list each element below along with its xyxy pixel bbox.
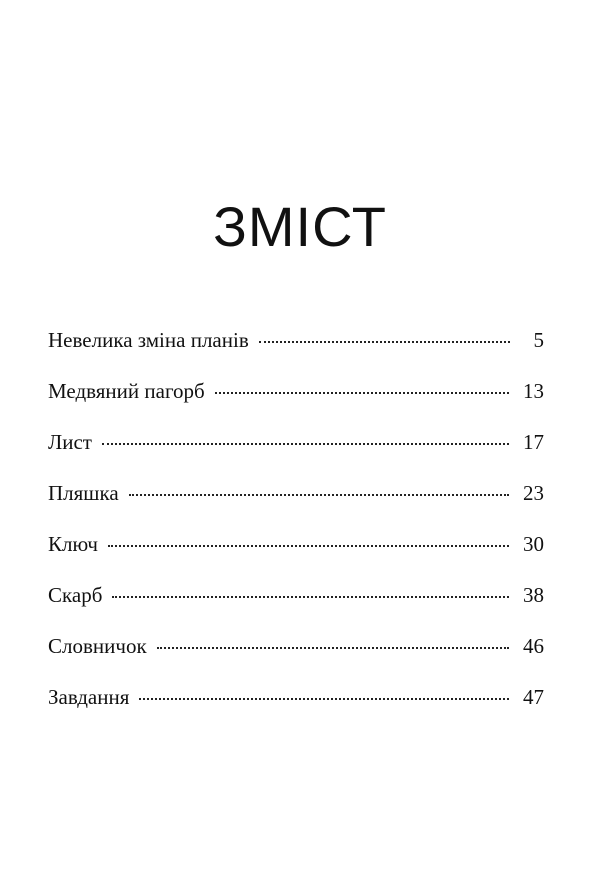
- toc-list: [48, 320, 544, 728]
- toc-page-number: 30: [523, 532, 544, 556]
- toc-entry-title: Лист: [48, 430, 92, 454]
- toc-entry: [48, 371, 544, 422]
- toc-page-number: 23: [523, 481, 544, 505]
- toc-entry: [48, 473, 544, 524]
- dot-leader: [129, 494, 509, 496]
- dot-leader: [102, 443, 509, 445]
- dot-leader: [139, 698, 509, 700]
- toc-page-number: 17: [523, 430, 544, 454]
- dot-leader: [215, 392, 509, 394]
- toc-page-number: 47: [523, 685, 544, 709]
- toc-entry: [48, 320, 544, 371]
- toc-page-number: 46: [523, 634, 544, 658]
- toc-entry-title: Медвяний пагорб: [48, 379, 205, 403]
- toc-entry: [48, 422, 544, 473]
- dot-leader: [157, 647, 509, 649]
- toc-page-number: 5: [533, 328, 544, 352]
- toc-entry-title: Пляшка: [48, 481, 119, 505]
- dot-leader: [112, 596, 509, 598]
- toc-entry: [48, 626, 544, 677]
- dot-leader: [108, 545, 509, 547]
- toc-page-number: 38: [523, 583, 544, 607]
- toc-entry-title: Завдання: [48, 685, 130, 709]
- dot-leader: [259, 341, 510, 343]
- toc-entry-title: Ключ: [48, 532, 98, 556]
- toc-entry-title: Скарб: [48, 583, 103, 607]
- toc-entry-title: Невелика зміна планів: [48, 328, 249, 352]
- contents-title: ЗМІСТ: [213, 195, 387, 258]
- toc-entry: [48, 575, 544, 626]
- toc-page-number: 13: [523, 379, 544, 403]
- toc-entry: [48, 677, 544, 728]
- toc-entry: [48, 524, 544, 575]
- toc-entry-title: Словничок: [48, 634, 147, 658]
